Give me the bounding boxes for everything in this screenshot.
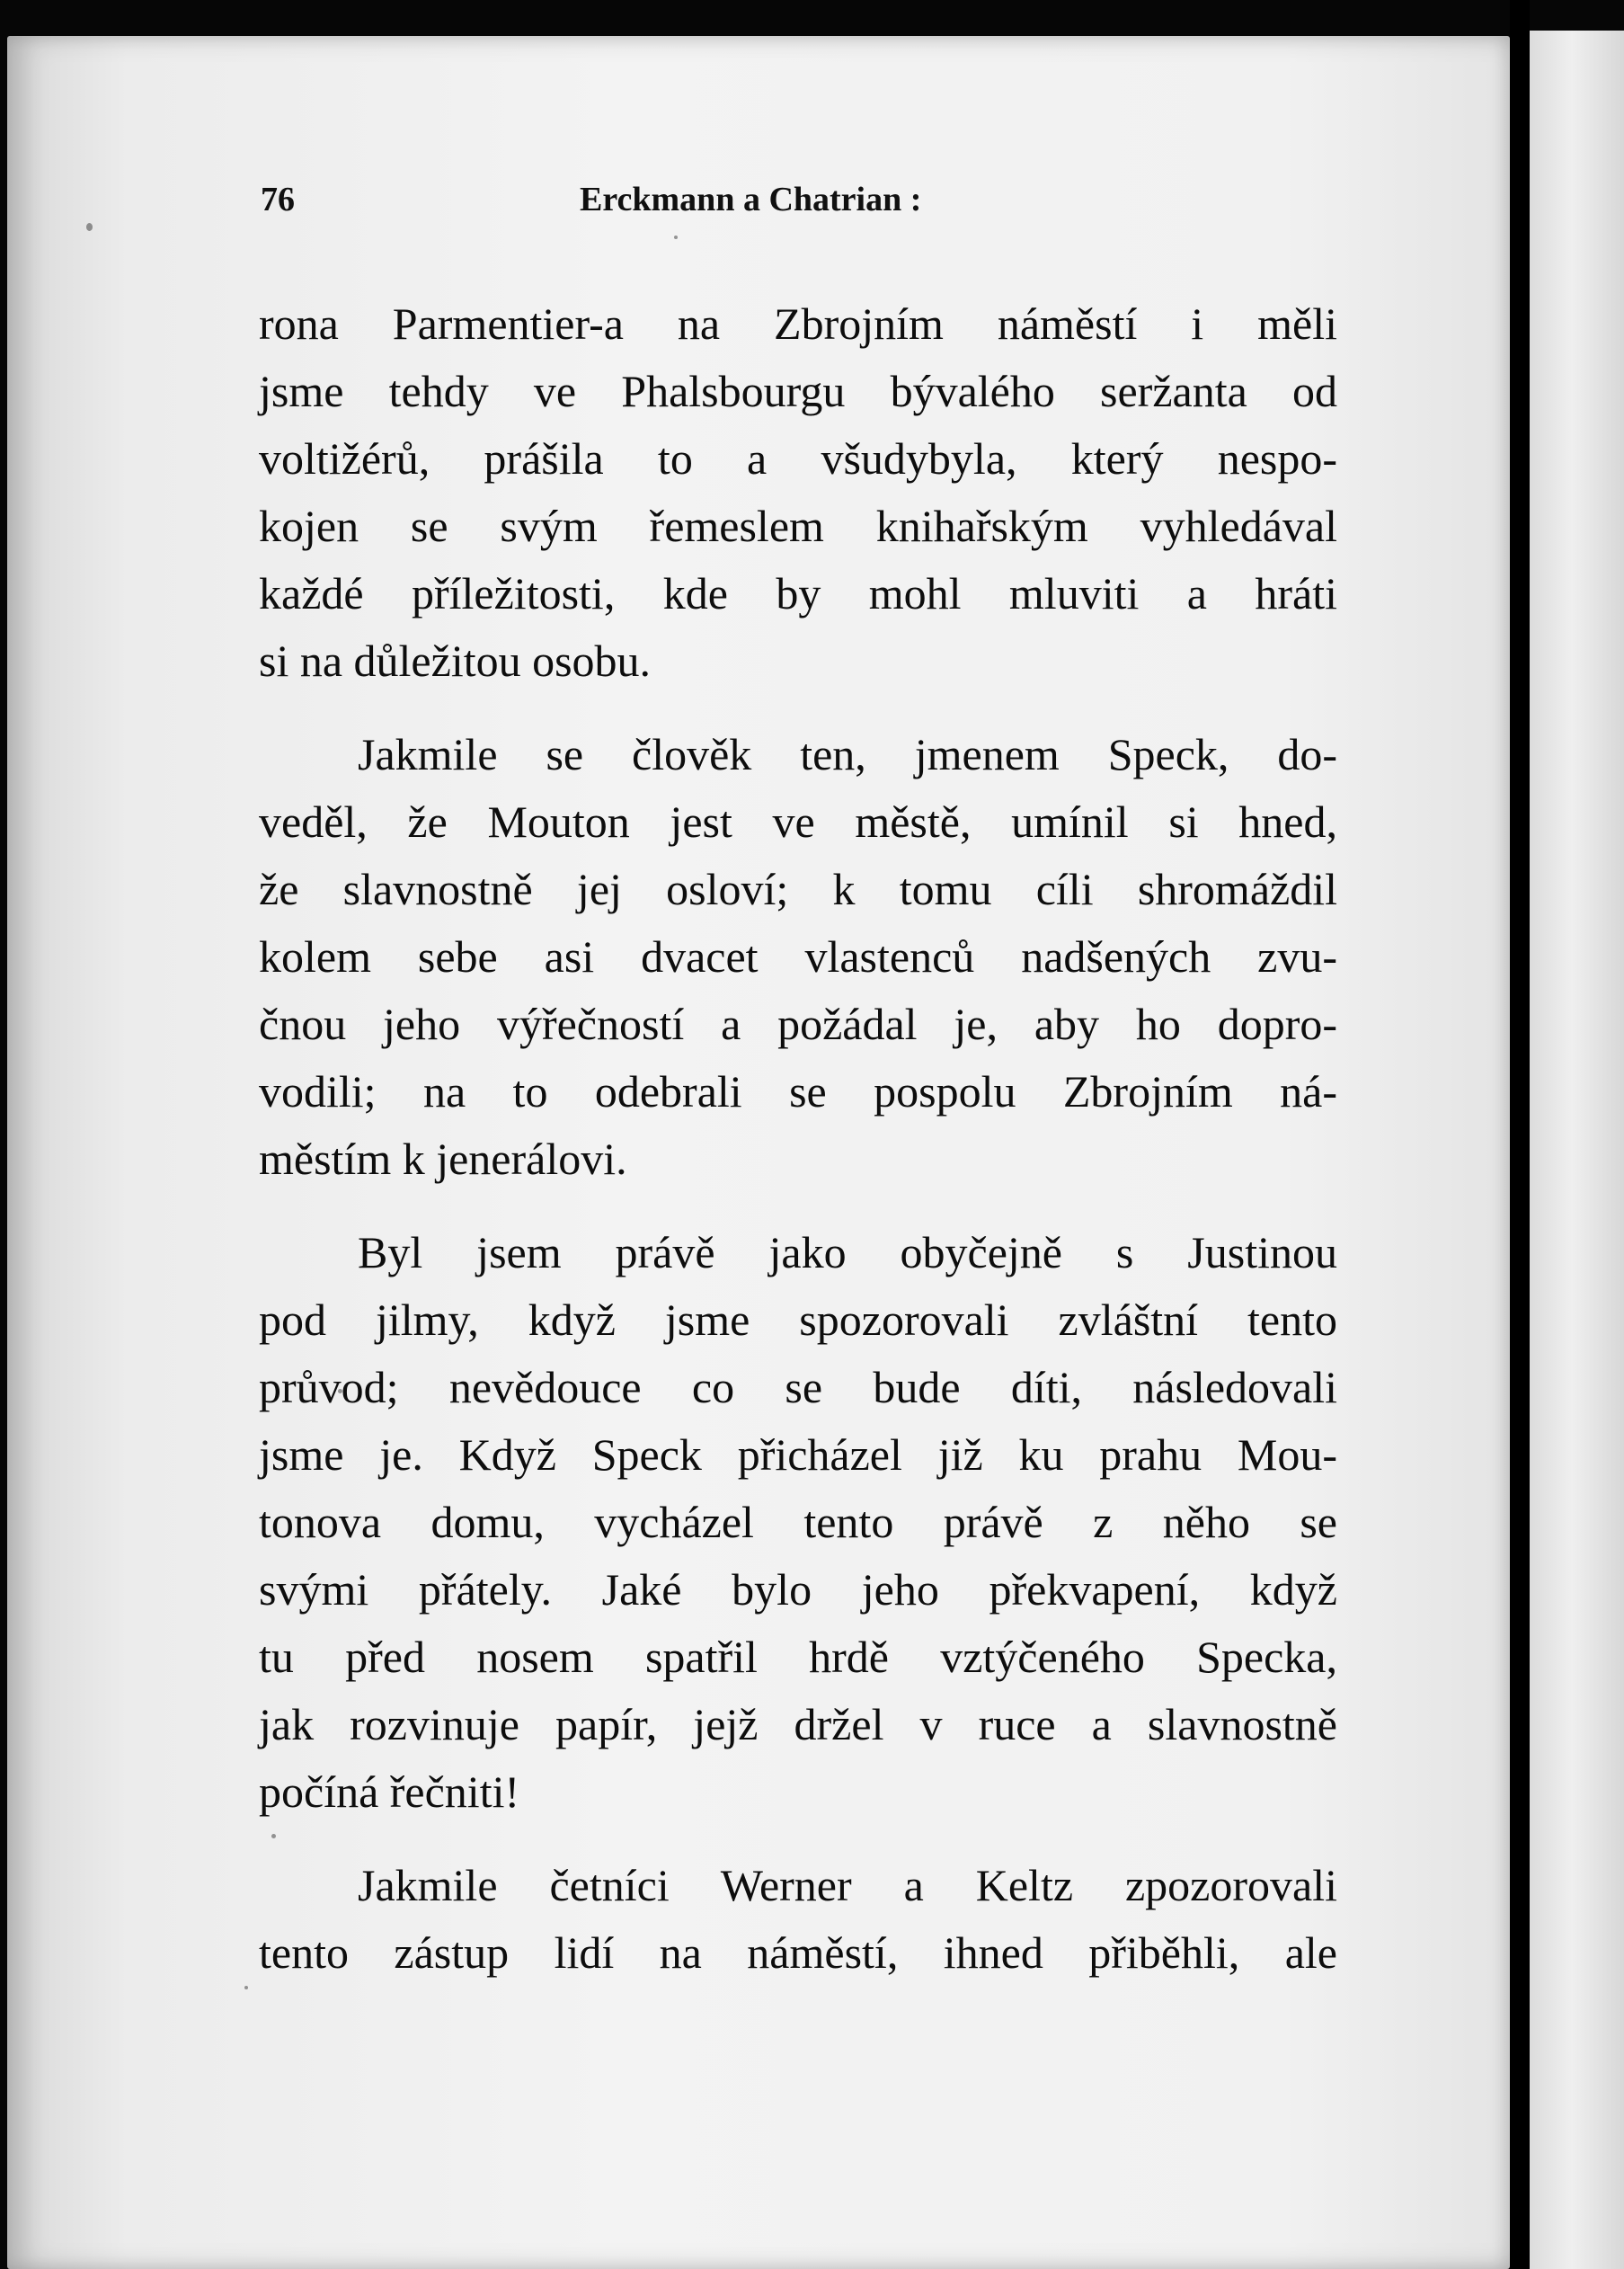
paragraph-4	[259, 1852, 1337, 1987]
text-line: si na důležitou osobu.	[259, 636, 652, 686]
scan-speck	[244, 1986, 248, 1989]
text-line: Jakmile četníci Werner a Keltz zpozorovali	[358, 1860, 1337, 1910]
text-line: pod jilmy, když jsme spozorovali zvláštní tento	[259, 1295, 1337, 1345]
text-line: počíná řečniti!	[259, 1766, 520, 1817]
text-line: svými přátely. Jaké bylo jeho překvapení, když	[259, 1564, 1337, 1615]
text-line: voltižérů, prášila to a všudybyla, který nespo-	[259, 433, 1337, 484]
text-line: kojen se svým řemeslem knihařským vyhledával	[259, 501, 1337, 551]
text-line: veděl, že Mouton jest ve městě, umínil si hned,	[259, 796, 1337, 847]
scan-speck	[674, 236, 678, 239]
text-line: že slavnostně jej osloví; k tomu cíli shromáždil	[259, 864, 1337, 914]
running-title: Erckmann a Chatrian :	[580, 181, 922, 218]
paragraph-2	[259, 721, 1337, 1193]
text-line: městím k jenerálovi.	[259, 1134, 627, 1184]
paragraph-3	[259, 1219, 1337, 1826]
scan-speck	[86, 223, 93, 231]
text-line: jak rozvinuje papír, jejž držel v ruce a slavnostně	[259, 1699, 1337, 1749]
text-line: každé příležitosti, kde by mohl mluviti a hráti	[259, 568, 1337, 618]
running-header	[261, 180, 998, 234]
book-spine-gap	[1510, 0, 1530, 2269]
text-line: kolem sebe asi dvacet vlastenců nadšených zvu-	[259, 931, 1337, 982]
text-line: vodili; na to odebrali se pospolu Zbrojním ná-	[259, 1066, 1337, 1117]
text-line: jsme tehdy ve Phalsbourgu bývalého seržanta od	[259, 366, 1337, 416]
text-line: rona Parmentier-a na Zbrojním náměstí i měli	[259, 298, 1337, 349]
text-line: průvod; nevědouce co se bude díti, následovali	[259, 1362, 1337, 1412]
opposite-page-edge	[1530, 31, 1624, 2269]
text-line: jsme je. Když Speck přicházel již ku prahu Mou-	[259, 1429, 1337, 1480]
page-text	[259, 290, 1337, 1987]
text-line: Jakmile se člověk ten, jmenem Speck, do-	[358, 729, 1337, 779]
text-line: tonova domu, vycházel tento právě z něho se	[259, 1497, 1337, 1547]
text-line: tento zástup lidí na náměstí, ihned přiběhli, ale	[259, 1927, 1337, 1978]
text-line: čnou jeho výřečností a požádal je, aby ho dopro-	[259, 999, 1337, 1049]
text-line: Byl jsem právě jako obyčejně s Justinou	[358, 1227, 1337, 1277]
paragraph-1	[259, 290, 1337, 695]
page-number: 76	[261, 181, 295, 218]
text-line: tu před nosem spatřil hrdě vztýčeného Specka,	[259, 1632, 1337, 1682]
